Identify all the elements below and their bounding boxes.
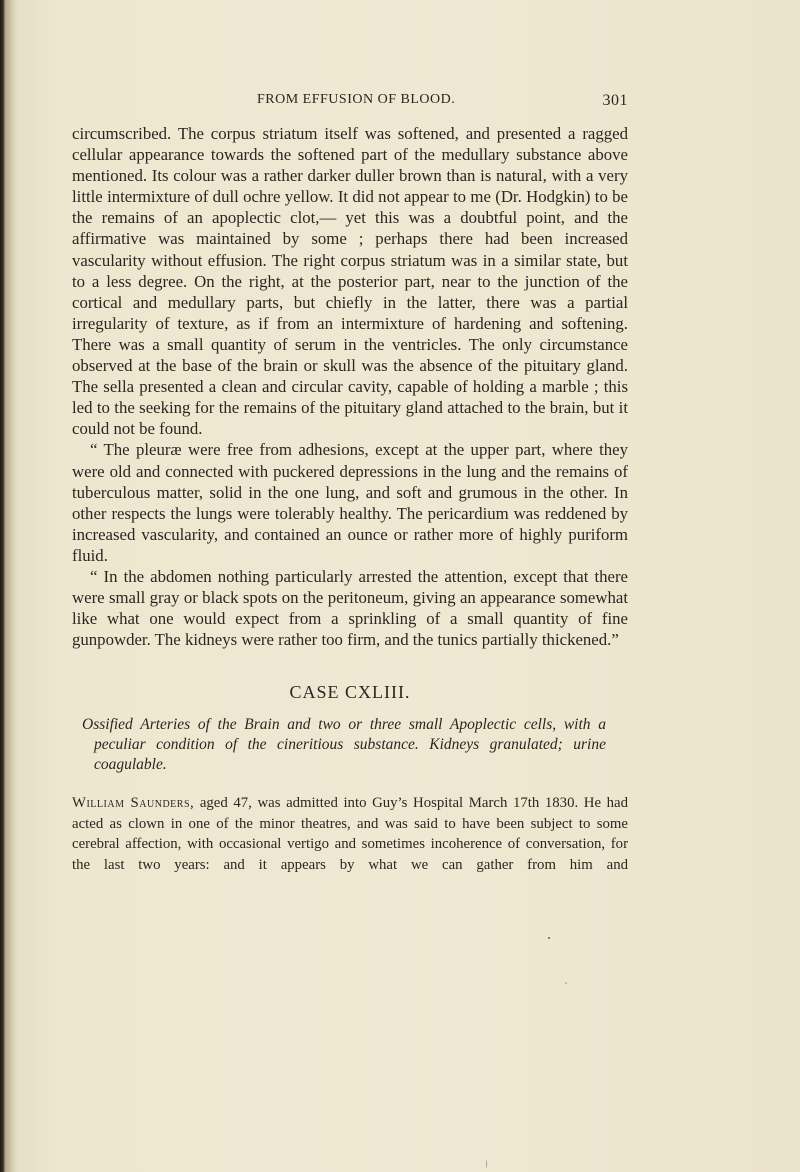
paragraph-2: “ The pleuræ were free from adhesions, except at the upper part, where they were old and connected with puckered depressions in the lung and the remains of tuberculous matter, solid in the one lung, and soft and grumous in the other. In other respects the lungs were tolerably healthy. The pericardium was reddened by increased vascularity, and contained an ounce or rather more of highly puriform fluid.	[72, 440, 628, 565]
paper-speck	[486, 1160, 487, 1168]
page-header	[72, 92, 628, 112]
patient-name: William Saunders,	[72, 795, 195, 812]
paragraph-1: circumscribed. The corpus striatum itself was softened, and presented a ragged cellular appearance towards the softened part of the medullary substance above mentioned. Its colour was a rather darker duller brown than is natural, with a very little intermixture of dull ochre yellow. It did not appear to me (Dr. Hodgkin) to be the remains of an apoplectic clot,— yet this was a doubtful point, and the affirmative was maintained by some ; perhaps there had been increased vascularity without effusion. The right corpus striatum was in a similar state, but to a less degree. On the right, at the posterior part, near to the junction of the cortical and medullary parts, but chiefly in the latter, there was a partial irregularity of texture, as if from an intermixture of hardening and softening. There was a small quantity of serum in the ventricles. The only circumstance observed at the base of the brain or skull was the absence of the pituitary gland. The sella presented a clean and circular cavity, capable of holding a marble ; this led to the seeking for the remains of the pituitary gland attached to the brain, but it could not be found.	[72, 124, 628, 439]
page-number: 301	[602, 92, 628, 109]
case-text: aged 47, was admitted into Guy’s Hospital March 17th 1830. He had acted as clown in one of the minor theatres, and was said to have been subject to some cerebral affection, with occasional vertigo and sometimes incoherence of conversation, for the last two years: and it appears by what we can gather from him and	[72, 795, 629, 873]
spine-shadow	[6, 0, 18, 1172]
running-head: FROM EFFUSION OF BLOOD.	[257, 92, 456, 107]
case-subtitle: Ossified Arteries of the Brain and two or three small Apoplectic cells, with a peculiar condition of the cineritious substance. Kidneys granulated; urine coagulable.	[82, 716, 606, 774]
paragraph-3: “ In the abdomen nothing particularly arrested the attention, except that there were small gray or black spots on the peritoneum, giving an appearance somewhat like what one would expect from a sprinkling of a small quantity of fine gunpowder. The kidneys were rather too firm, and the tunics partially thickened.”	[72, 566, 628, 650]
body-text	[72, 123, 628, 875]
paper-speck	[548, 937, 550, 939]
case-title: CASE CXLIII.	[289, 682, 411, 703]
paper-speck	[565, 982, 567, 984]
case-paragraph	[72, 793, 628, 875]
